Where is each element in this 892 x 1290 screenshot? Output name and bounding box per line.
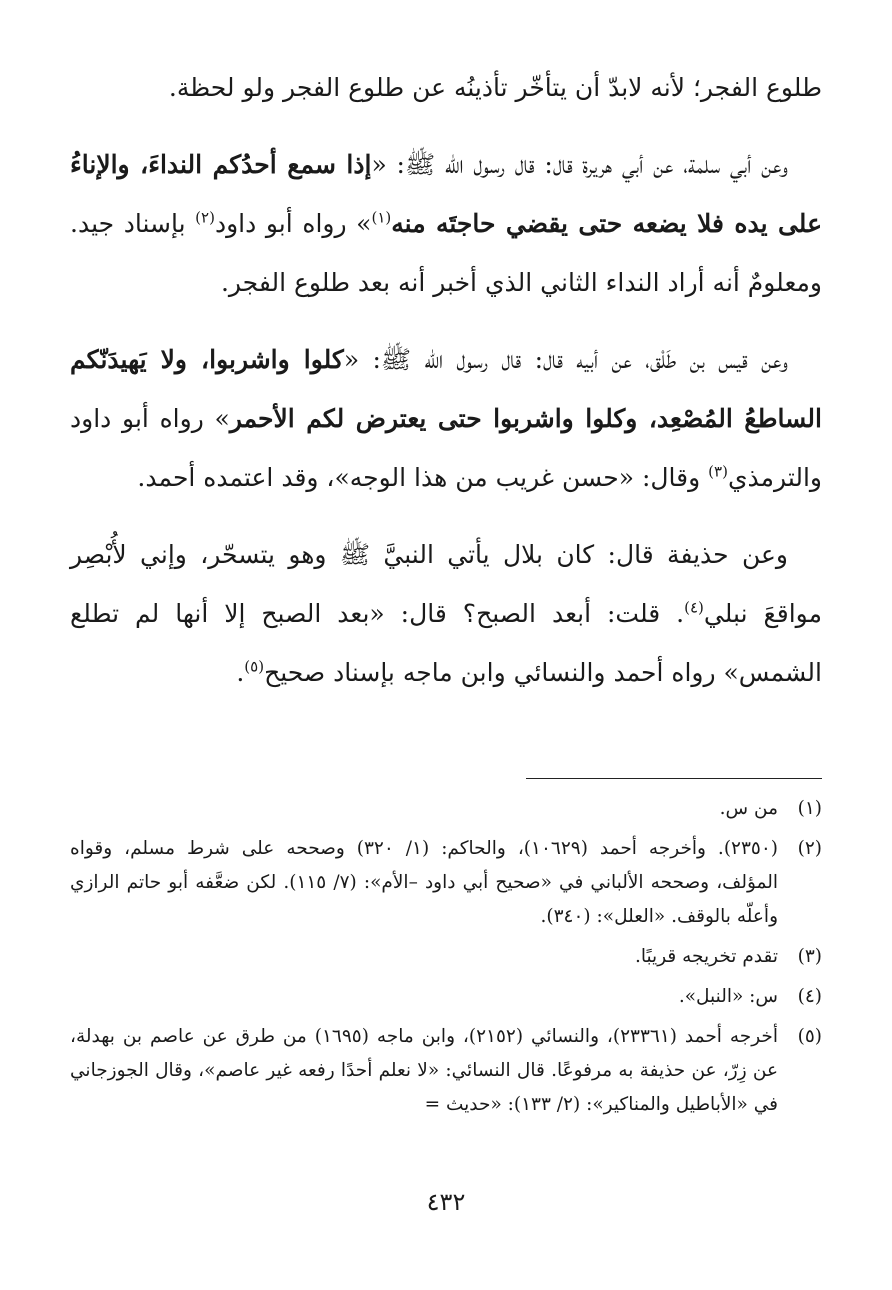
paragraph-3: [70, 330, 822, 507]
footnote-text: تقدم تخريجه قريبًا.: [634, 946, 778, 967]
footnote-4: [70, 980, 822, 1014]
footnote-ref-5[interactable]: (٥): [244, 657, 265, 676]
footnote-text: س: «النبل».: [678, 986, 778, 1007]
footnote-ref-1[interactable]: (١): [371, 208, 392, 227]
hadith-text-bold: كلوا واشربوا، ولا يَهيدَنّكم الساطعُ المُصْعِد، وكلوا واشربوا حتى يعترض لكم الأحمر: [70, 345, 822, 433]
text-run: بإسناد جيد. ومعلومٌ أنه أراد النداء الثاني الذي أخبر أنه بعد طلوع الفجر.: [70, 209, 822, 297]
footnote-ref-2[interactable]: (٢): [195, 208, 215, 227]
hadith-text-bold: إذا سمع أحدُكم النداءَ، والإناءُ على يده فلا يضعه حتى يقضي حاجتَه منه: [70, 150, 822, 238]
text-run: .: [236, 658, 245, 687]
footnote-ref-3[interactable]: (٣): [708, 462, 728, 481]
text-run: » رواه أبو داود والترمذي: [70, 404, 822, 492]
footnote-number: (٢): [797, 838, 822, 859]
text-run: . قلت: أبعد الصبح؟ قال: «بعد الصبح إلا أنها لم تطلع الشمس» رواه أحمد والنسائي وابن ماجه بإسناد صحيح: [70, 599, 822, 687]
text-run: وقال: «حسن غريب من هذا الوجه»، وقد اعتمده أحمد.: [137, 463, 709, 492]
footnote-5: [70, 1020, 822, 1122]
footnote-1: [70, 792, 822, 826]
text-run: وعن أبي سلمة، عن أبي هريرة قال: قال رسول الله ﷺ: «: [371, 150, 788, 179]
footnotes: [70, 792, 822, 1128]
paragraph-4: [70, 525, 822, 702]
paragraph-2: [70, 135, 822, 312]
footnote-number: (٥): [797, 1026, 822, 1047]
footnote-3: [70, 940, 822, 974]
footnote-text: من س.: [719, 798, 778, 819]
text-run: وعن حذيفة قال: كان بلال يأتي النبيَّ ﷺ وهو يتسحّر، وإني لأُبْصِر مواقعَ نبلي: [70, 540, 822, 628]
footnote-2: [70, 832, 822, 934]
footnote-ref-4[interactable]: (٤): [684, 598, 704, 617]
footnote-separator: [526, 778, 822, 779]
footnote-number: (٤): [797, 986, 822, 1007]
footnote-number: (٣): [797, 946, 822, 967]
footnote-text: أخرجه أحمد (٢٣٣٦١)، والنسائي (٢١٥٢)، وابن ماجه (١٦٩٥) من طرق عن عاصم بن بهدلة، عن زِرّ، عن حذيفة به مرفوعًا. قال النسائي: «لا نعلم أحدًا رفعه غير عاصم»، وقال الجوزجاني في «الأباطيل والمناكير»: (٢/ ١٣٣): «حديث =: [70, 1026, 778, 1115]
paragraph-1: [70, 58, 822, 117]
text-run: وعن قيس بن طَلْق، عن أبيه قال: قال رسول الله ﷺ: «: [343, 345, 788, 374]
text-run: طلوع الفجر؛ لأنه لابدّ أن يتأخّر تأذينُه عن طلوع الفجر ولو لحظة.: [168, 73, 822, 102]
main-text: [70, 58, 822, 720]
footnote-text: (٢٣٥٠). وأخرجه أحمد (١٠٦٢٩)، والحاكم: (١/ ٣٢٠) وصححه على شرط مسلم، وقواه المؤلف، وصححه الألباني في «صحيح أبي داود –الأم»: (٧/ ١١٥). لكن ضعَّفه أبو حاتم الرازي وأعلّه بالوقف. «العلل»: (٣٤٠).: [70, 838, 779, 927]
text-run: » رواه أبو داود: [214, 209, 372, 238]
footnote-number: (١): [797, 798, 822, 819]
page-number: ٤٣٢: [426, 1188, 466, 1216]
